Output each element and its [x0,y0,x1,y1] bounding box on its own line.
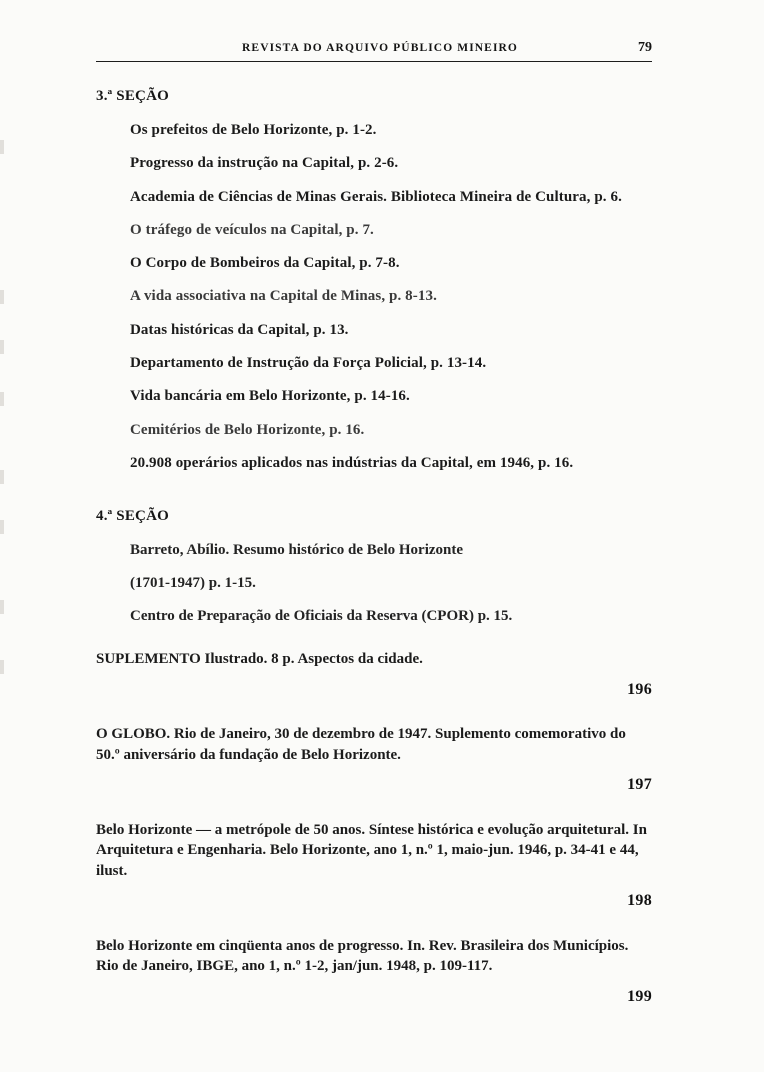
reference-text: Belo Horizonte em cinqüenta anos de progresso. In. Rev. Brasileira dos Municípios. Rio de Janeiro, IBGE, ano 1, n.º 1-2, jan/jun. 1948, p. 109-117. [96,937,629,975]
reference-text: Belo Horizonte — a metrópole de 50 anos. Síntese histórica e evolução arquitetural. In Arquitetura e Engenharia. Belo Horizonte, ano 1, n.º 1, maio-jun. 1946, p. 34-41 e 44, ilust. [96,821,647,879]
section-4-entry-list [130,541,652,627]
list-item: O Corpo de Bombeiros da Capital, p. 7-8. [130,255,400,272]
reference-entry [96,649,652,700]
list-item: O tráfego de veículos na Capital, p. 7. [130,221,374,238]
reference-entry [96,936,652,1008]
reference-text: SUPLEMENTO Ilustrado. 8 p. Aspectos da cidade. [96,651,423,668]
reference-number: 199 [627,987,652,1005]
running-head [96,40,652,61]
page-edge-mark [0,290,4,304]
page-edge-mark [0,470,4,484]
list-item: Datas históricas da Capital, p. 13. [130,321,349,338]
list-item: 20.908 operários aplicados nas indústrias da Capital, em 1946, p. 16. [130,454,574,471]
list-item: Vida bancária em Belo Horizonte, p. 14-16. [130,388,410,405]
reference-entry [96,820,652,912]
page-content [96,40,652,1007]
list-item: Departamento de Instrução da Força Policial, p. 13-14. [130,355,487,372]
list-item: (1701-1947) p. 1-15. [130,575,256,592]
list-item: Academia de Ciências de Minas Gerais. Biblioteca Mineira de Cultura, p. 6. [130,188,622,205]
page-edge-mark [0,340,4,354]
reference-number: 197 [627,776,652,794]
list-item: Barreto, Abílio. Resumo histórico de Belo Horizonte [130,541,464,558]
section-heading-4: 4.ª SEÇÃO [96,507,169,524]
reference-number: 198 [627,892,652,909]
list-item: Os prefeitos de Belo Horizonte, p. 1-2. [130,122,377,138]
running-head-title: REVISTA DO ARQUIVO PÚBLICO MINEIRO [242,42,518,54]
page-folio: 79 [638,40,652,55]
reference-entry [96,724,652,796]
reference-number: 196 [627,680,652,698]
list-item: Cemitérios de Belo Horizonte, p. 16. [130,421,365,438]
page-edge-mark [0,140,4,154]
section-3-entry-list [130,121,652,474]
section-heading-3: 3.ª SEÇÃO [96,88,169,104]
reference-text: O GLOBO. Rio de Janeiro, 30 de dezembro de 1947. Suplemento comemorativo do 50.º aniversário da fundação de Belo Horizonte. [96,726,626,763]
list-item: A vida associativa na Capital de Minas, p. 8-13. [130,288,437,305]
page-edge-mark [0,660,4,674]
page-edge-mark [0,600,4,614]
page-edge-mark [0,520,4,534]
list-item: Centro de Preparação de Oficiais da Reserva (CPOR) p. 15. [130,608,513,625]
header-rule [96,61,652,62]
page-edge-mark [0,392,4,406]
list-item: Progresso da instrução na Capital, p. 2-6. [130,155,399,172]
